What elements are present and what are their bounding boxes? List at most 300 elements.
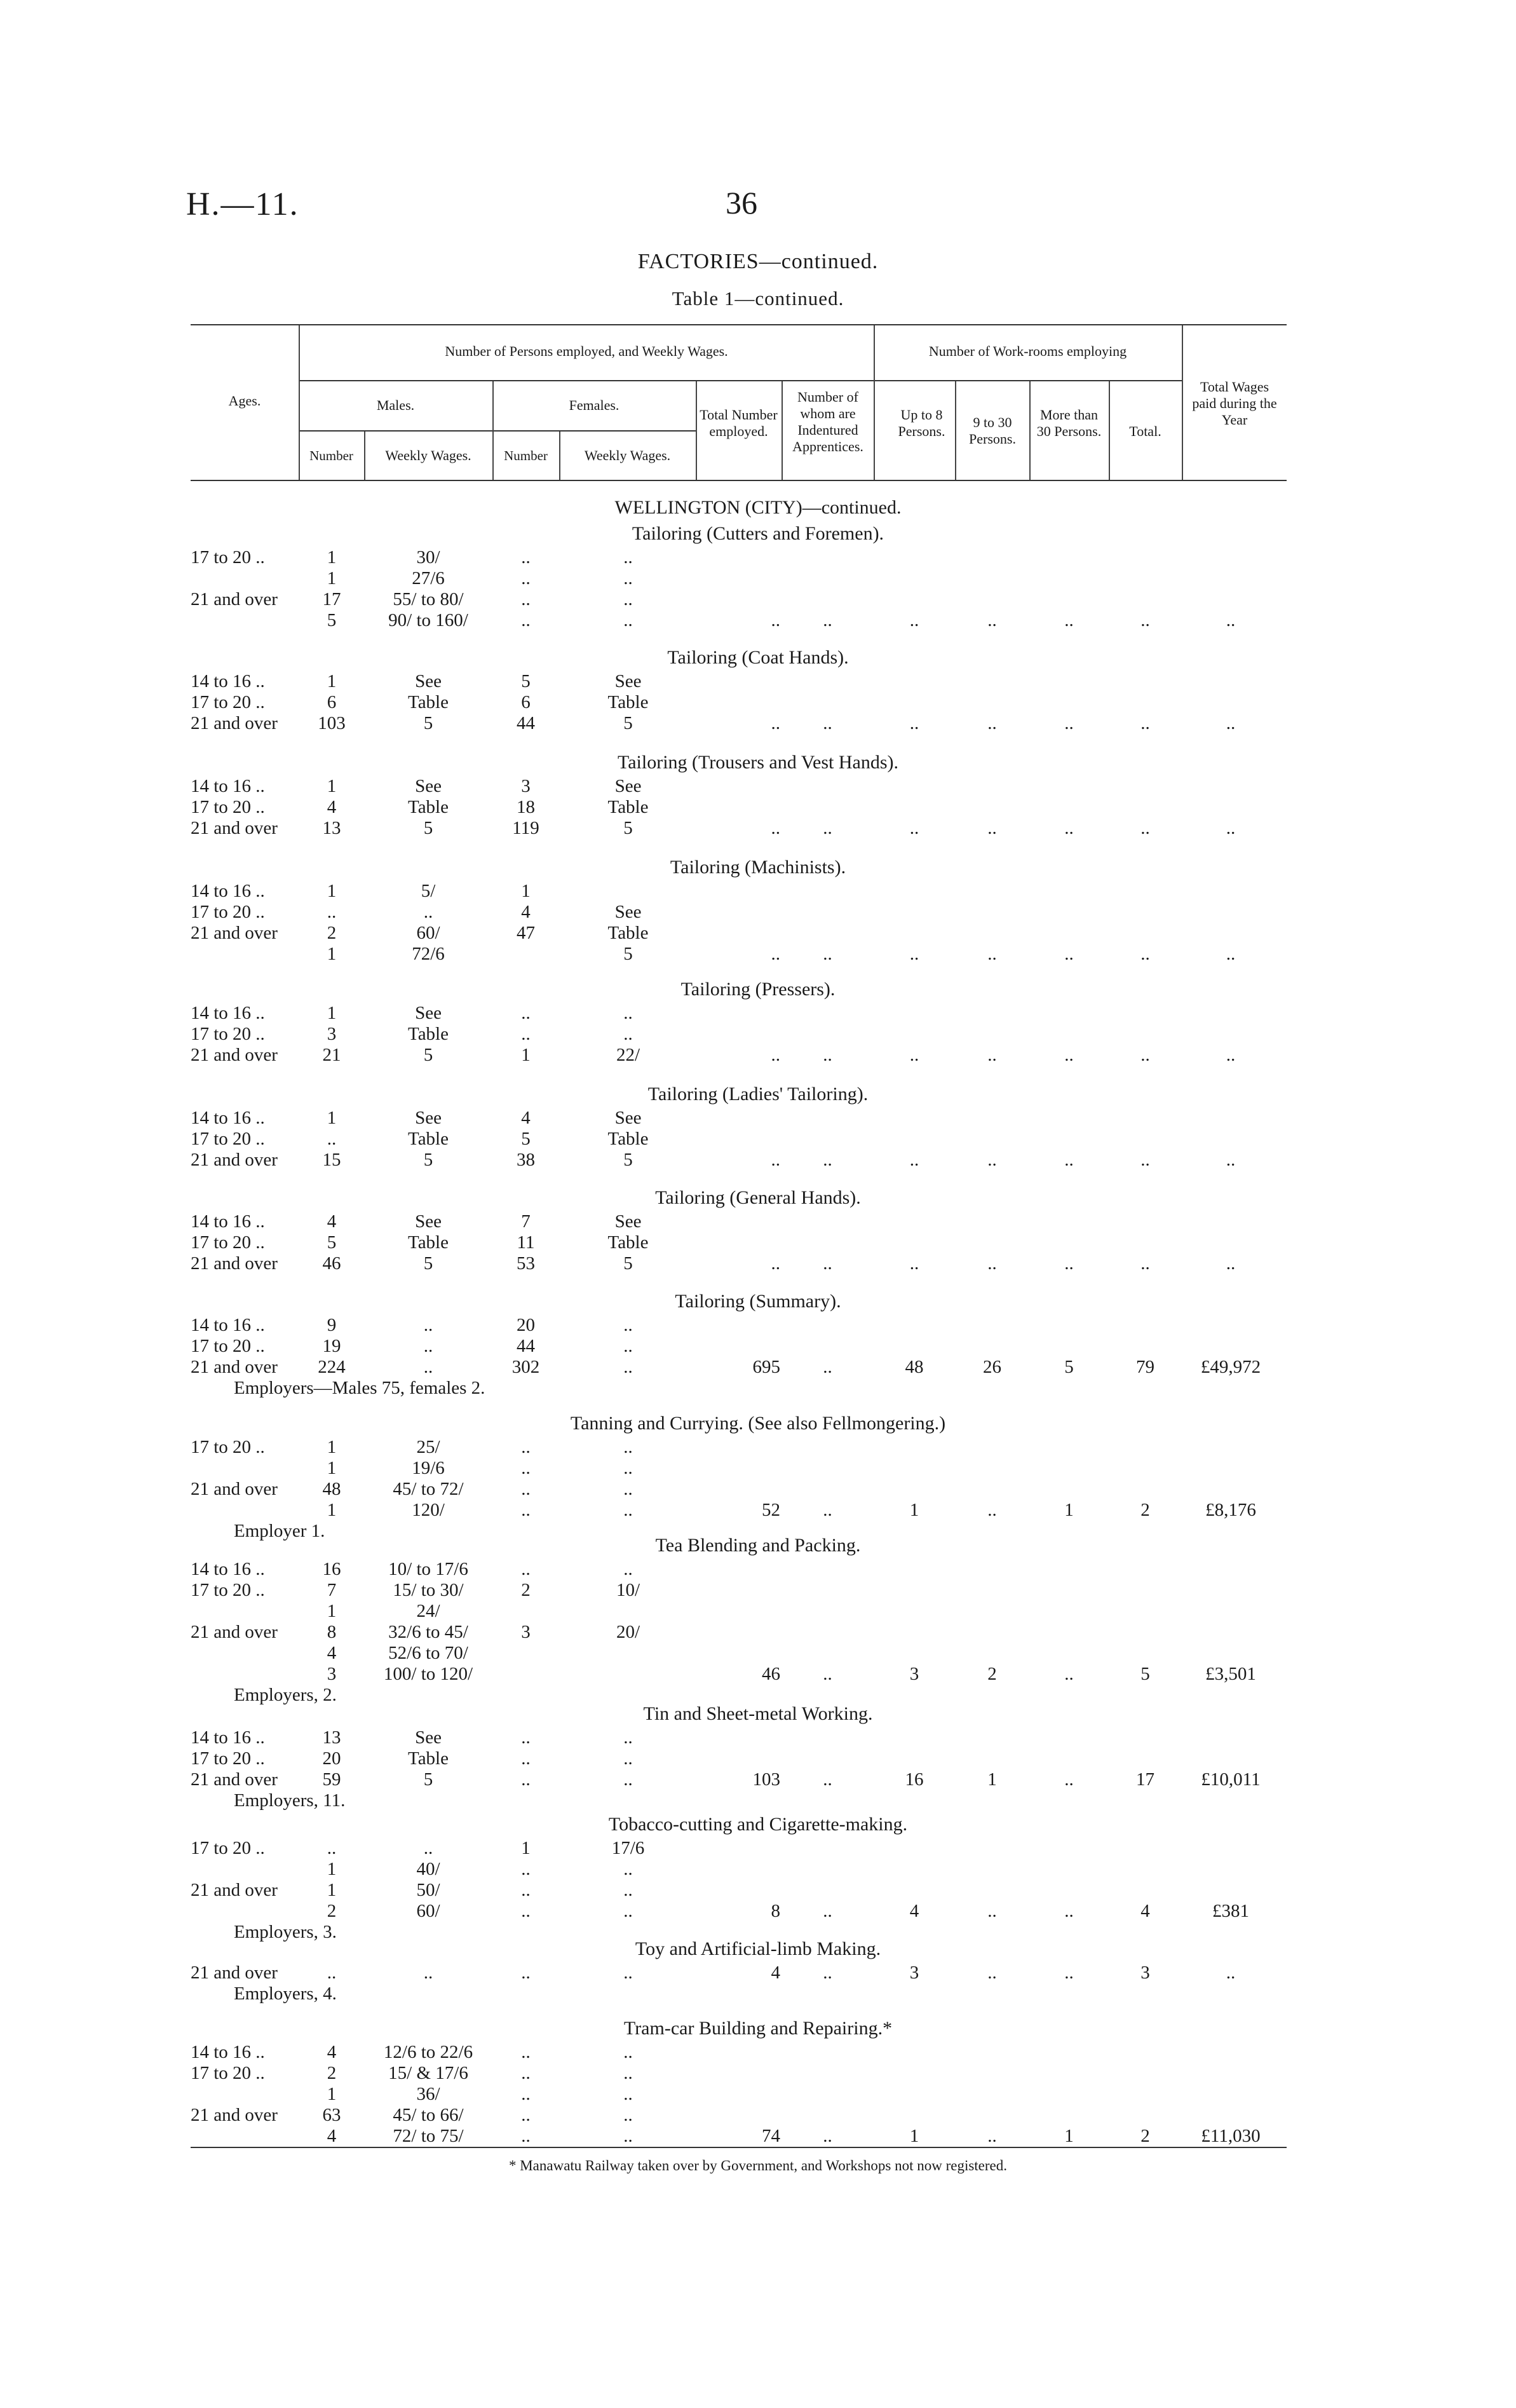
cell-col-11: .. [1226,818,1236,838]
table-row [0,1211,1516,1232]
cell-col-6: .. [823,818,832,838]
cell-col-7: 3 [909,1962,919,1983]
table-row [0,2063,1516,2083]
cell-col-7: 1 [909,1500,919,1520]
cell-col-1: 1 [327,547,337,568]
cell-col-2: 5 [423,1045,433,1065]
cell-col-5: .. [771,610,780,630]
cell-col-1: 3 [327,1664,337,1684]
cell-col-1: 1 [327,1859,337,1879]
col-header-more-than-30: More than 30 Persons. [1036,407,1102,439]
cell-col-3: .. [521,1769,531,1790]
col-divider [874,325,875,480]
cell-col-8: 26 [983,1357,1001,1377]
cell-col-3: 4 [521,1108,531,1128]
cell-col-3: .. [521,1962,531,1983]
cell-col-0: 17 to 20 .. [191,2063,265,2083]
cell-col-5: 52 [762,1500,780,1520]
col-divider [696,381,697,480]
table-row [0,1003,1516,1023]
cell-col-4: 5 [623,1150,633,1170]
col-header-9-to-30: 9 to 30 Persons. [969,414,1016,447]
cell-col-0: 14 to 16 .. [191,1559,265,1579]
cell-col-0: 17 to 20 .. [191,1748,265,1769]
cell-col-1: 2 [327,923,337,943]
table-row [0,2105,1516,2125]
cell-col-1: 4 [327,797,337,817]
cell-col-7: 3 [909,1664,919,1684]
cell-col-1: 1 [327,881,337,901]
cell-col-2: 15/ to 30/ [393,1580,464,1600]
cell-col-3: 7 [521,1211,531,1232]
cell-col-11: .. [1226,1253,1236,1274]
table-row [0,1045,1516,1065]
table-row [0,1500,1516,1520]
cell-col-4: 10/ [616,1580,640,1600]
cell-col-1: 63 [322,2105,341,2125]
cell-col-3: .. [521,1901,531,1921]
cell-col-2: 60/ [416,923,440,943]
cell-col-4: See [614,1211,642,1232]
cell-col-0: 21 and over [191,1045,278,1065]
table-row [0,1437,1516,1457]
col-header-total-wages: Total Wages paid during the Year [1192,379,1277,428]
cell-col-6: .. [823,1253,832,1274]
cell-col-4: .. [623,1003,633,1023]
cell-col-4: .. [623,1437,633,1457]
table-row [0,1748,1516,1769]
cell-col-1: 21 [322,1045,341,1065]
cell-col-9: .. [1064,1769,1074,1790]
cell-col-11: £8,176 [1205,1500,1256,1520]
cell-col-4: See [614,776,642,796]
cell-col-3: 20 [517,1315,535,1335]
cell-col-4: See [614,902,642,922]
cell-col-0: 14 to 16 .. [191,1727,265,1748]
cell-col-1: 1 [327,1500,337,1520]
cell-col-3: 11 [517,1232,535,1253]
cell-col-1: 8 [327,1622,337,1642]
table-row [0,1838,1516,1858]
cell-col-3: 1 [521,1045,531,1065]
cell-col-1: 5 [327,610,337,630]
cell-col-3: 47 [517,923,535,943]
cell-col-1: 1 [327,1108,337,1128]
cell-col-0: 14 to 16 .. [191,881,265,901]
cell-col-1: 224 [318,1357,346,1377]
cell-col-1: 1 [327,2084,337,2104]
cell-col-1: 4 [327,2042,337,2062]
table-row [0,1253,1516,1274]
cell-col-2: Table [408,1748,449,1769]
col-header-ages: Ages. [228,393,261,409]
cell-col-1: 1 [327,1458,337,1478]
col-header-total: Total. [1129,423,1161,439]
cell-col-0: 21 and over [191,1622,278,1642]
cell-col-2: Table [408,692,449,712]
cell-col-3: 3 [521,1622,531,1642]
cell-col-3: 2 [521,1580,531,1600]
section-title: Tobacco-cutting and Cigarette-making. [608,1814,908,1835]
cell-col-1: 2 [327,1901,337,1921]
cell-col-4: .. [623,1880,633,1900]
cell-col-9: 5 [1064,1357,1074,1377]
table-row [0,818,1516,838]
col-divider [782,381,783,480]
section-note: Employers, 4. [234,1983,337,2004]
cell-col-6: .. [823,944,832,964]
cell-col-5: .. [771,1150,780,1170]
cell-col-1: 17 [322,589,341,609]
col-header-male-number: Number [309,448,353,463]
cell-col-11: .. [1226,1045,1236,1065]
table-row [0,2084,1516,2104]
col-header-female-number: Number [504,448,548,463]
table-row [0,797,1516,817]
cell-col-3: 1 [521,881,531,901]
cell-col-3: .. [521,1003,531,1023]
cell-col-4: .. [623,568,633,588]
table-row [0,1108,1516,1128]
cell-col-10: .. [1140,713,1150,733]
table-row [0,881,1516,901]
table-row [0,692,1516,712]
cell-col-3: .. [521,2042,531,2062]
cell-col-4: .. [623,2042,633,2062]
cell-col-5: 46 [762,1664,780,1684]
cell-col-1: 13 [322,1727,341,1748]
table-row [0,1336,1516,1356]
col-header-male-wages: Weekly Wages. [385,447,471,463]
cell-col-7: 16 [905,1769,924,1790]
section-note: Employer 1. [234,1521,325,1541]
col-header-apprentices: Number of whom are Indentured Apprentices. [792,389,863,454]
cell-col-11: .. [1226,944,1236,964]
cell-col-3: .. [521,568,531,588]
table-row [0,713,1516,733]
cell-col-8: .. [987,2126,997,2146]
cell-col-3: 5 [521,671,531,691]
cell-col-9: .. [1064,1253,1074,1274]
cell-col-3: .. [521,1437,531,1457]
cell-col-3: .. [521,610,531,630]
cell-col-1: 5 [327,1232,337,1253]
cell-col-2: 52/6 to 70/ [388,1643,468,1663]
cell-col-4: .. [623,610,633,630]
cell-col-4: .. [623,1024,633,1044]
cell-col-11: £10,011 [1201,1769,1261,1790]
cell-col-7: 4 [909,1901,919,1921]
footer-rule [191,2147,1287,2148]
cell-col-10: .. [1140,610,1150,630]
cell-col-2: 45/ to 72/ [393,1479,464,1499]
cell-col-1: 1 [327,671,337,691]
cell-col-0: 17 to 20 .. [191,1336,265,1356]
section-title: Tailoring (Cutters and Foremen). [632,523,884,544]
cell-col-4: 5 [623,944,633,964]
cell-col-6: .. [823,1769,832,1790]
cell-col-4: .. [623,1357,633,1377]
cell-col-4: .. [623,2063,633,2083]
cell-col-0: 14 to 16 .. [191,1108,265,1128]
col-header-persons-group: Number of Persons employed, and Weekly Wages. [445,343,728,359]
cell-col-0: 14 to 16 .. [191,2042,265,2062]
cell-col-1: 20 [322,1748,341,1769]
cell-col-5: 103 [752,1769,780,1790]
cell-col-0: 17 to 20 .. [191,1129,265,1149]
workrooms-group-rule [874,380,1182,381]
cell-col-4: Table [607,692,649,712]
cell-col-9: .. [1064,818,1074,838]
cell-col-2: 55/ to 80/ [393,589,464,609]
table-row [0,1727,1516,1748]
cell-col-0: 17 to 20 .. [191,797,265,817]
cell-col-9: 1 [1064,1500,1074,1520]
cell-col-2: 90/ to 160/ [388,610,468,630]
table-row [0,589,1516,609]
cell-col-4: Table [607,1129,649,1149]
section-title: Tailoring (Trousers and Vest Hands). [617,752,899,773]
cell-col-10: .. [1140,1045,1150,1065]
cell-col-2: 25/ [416,1437,440,1457]
males-females-rule [299,430,696,432]
cell-col-1: 6 [327,692,337,712]
table-row [0,1479,1516,1499]
cell-col-3: 1 [521,1838,531,1858]
cell-col-1: .. [327,1962,337,1983]
cell-col-4: .. [623,1962,633,1983]
cell-col-0: 21 and over [191,1479,278,1499]
cell-col-2: 100/ to 120/ [383,1664,473,1684]
cell-col-1: 9 [327,1315,337,1335]
cell-col-9: .. [1064,1045,1074,1065]
table-row [0,1601,1516,1621]
cell-col-9: .. [1064,1962,1074,1983]
cell-col-2: See [415,1108,442,1128]
cell-col-9: .. [1064,1664,1074,1684]
cell-col-2: 5 [423,1253,433,1274]
cell-col-0: 17 to 20 .. [191,547,265,568]
cell-col-1: .. [327,902,337,922]
cell-col-4: .. [623,1727,633,1748]
cell-col-8: .. [987,1150,997,1170]
cell-col-2: 50/ [416,1880,440,1900]
cell-col-1: 1 [327,1880,337,1900]
cell-col-2: 15/ & 17/6 [388,2063,468,2083]
table-row [0,923,1516,943]
table-row [0,1962,1516,1983]
cell-col-3: .. [521,1024,531,1044]
cell-col-2: .. [423,902,433,922]
cell-col-0: 21 and over [191,1150,278,1170]
cell-col-3: 44 [517,1336,535,1356]
persons-group-rule [299,380,874,381]
cell-col-11: .. [1226,610,1236,630]
cell-col-4: .. [623,1336,633,1356]
cell-col-2: See [415,1727,442,1748]
cell-col-2: 32/6 to 45/ [388,1622,468,1642]
cell-col-2: 40/ [416,1859,440,1879]
cell-col-1: 1 [327,1437,337,1457]
cell-col-10: 5 [1140,1664,1150,1684]
cell-col-4: .. [623,1748,633,1769]
cell-col-2: .. [423,1838,433,1858]
cell-col-3: 44 [517,713,535,733]
table-row [0,671,1516,691]
table-row [0,1024,1516,1044]
cell-col-0: 21 and over [191,1769,278,1790]
region-title: WELLINGTON (CITY)—continued. [614,497,902,518]
cell-col-9: .. [1064,713,1074,733]
cell-col-8: .. [987,1045,997,1065]
cell-col-0: 21 and over [191,818,278,838]
cell-col-4: .. [623,1458,633,1478]
col-header-total-employed: Total Number employed. [700,407,778,439]
cell-col-3: 4 [521,902,531,922]
header-top-rule [191,324,1287,325]
cell-col-10: .. [1140,944,1150,964]
cell-col-7: 1 [909,2126,919,2146]
cell-col-0: 21 and over [191,923,278,943]
cell-col-4: 5 [623,1253,633,1274]
cell-col-8: .. [987,1500,997,1520]
cell-col-8: .. [987,1253,997,1274]
cell-col-3: 18 [517,797,535,817]
cell-col-9: .. [1064,610,1074,630]
cell-col-1: 15 [322,1150,341,1170]
cell-col-8: .. [987,713,997,733]
header-bottom-rule [191,480,1287,481]
cell-col-3: 119 [512,818,539,838]
cell-col-3: .. [521,1458,531,1478]
col-divider [1182,325,1183,480]
cell-col-1: 16 [322,1559,341,1579]
cell-col-2: 10/ to 17/6 [388,1559,468,1579]
cell-col-0: 17 to 20 .. [191,902,265,922]
cell-col-1: 3 [327,1024,337,1044]
cell-col-11: .. [1226,1962,1236,1983]
cell-col-0: 17 to 20 .. [191,1838,265,1858]
cell-col-10: 17 [1136,1769,1154,1790]
cell-col-6: .. [823,1901,832,1921]
table-row [0,1769,1516,1790]
cell-col-3: 302 [511,1357,540,1377]
cell-col-3: 38 [517,1150,535,1170]
cell-col-3: .. [521,2084,531,2104]
section-title: Tea Blending and Packing. [655,1535,861,1556]
cell-col-2: See [415,776,442,796]
cell-col-2: 12/6 to 22/6 [383,2042,473,2062]
table-row [0,1458,1516,1478]
cell-col-3: .. [521,1479,531,1499]
table-row [0,1664,1516,1684]
section-title: Tailoring (Pressers). [680,979,836,1000]
cell-col-8: .. [987,1901,997,1921]
cell-col-6: .. [823,1664,832,1684]
cell-col-1: 4 [327,1211,337,1232]
table-row [0,1901,1516,1921]
cell-col-7: .. [909,1045,919,1065]
cell-col-0: 17 to 20 .. [191,692,265,712]
cell-col-3: .. [521,1880,531,1900]
cell-col-4: Table [607,797,649,817]
cell-col-4: Table [607,1232,649,1253]
cell-col-8: 2 [987,1664,997,1684]
cell-col-5: .. [771,1045,780,1065]
cell-col-2: Table [408,797,449,817]
cell-col-7: 48 [905,1357,924,1377]
cell-col-1: 7 [327,1580,337,1600]
table-row [0,610,1516,630]
cell-col-2: 19/6 [412,1458,445,1478]
table-row [0,1859,1516,1879]
section-title: Tailoring (General Hands). [655,1187,861,1208]
cell-col-1: .. [327,1129,337,1149]
cell-col-11: .. [1226,1150,1236,1170]
cell-col-7: .. [909,610,919,630]
cell-col-2: Table [408,1232,449,1253]
page-number: 36 [726,185,757,221]
cell-col-11: £3,501 [1205,1664,1256,1684]
section-note: Employers, 2. [234,1685,337,1705]
cell-col-2: .. [423,1962,433,1983]
table-row [0,1150,1516,1170]
table-row [0,1232,1516,1253]
table-row [0,1622,1516,1642]
table-row [0,944,1516,964]
table-row [0,902,1516,922]
cell-col-3: .. [521,2063,531,2083]
cell-col-2: 72/ to 75/ [393,2126,464,2146]
cell-col-4: .. [623,1769,633,1790]
col-divider [1109,381,1110,480]
cell-col-0: 21 and over [191,713,278,733]
cell-col-2: 72/6 [412,944,445,964]
cell-col-2: 5/ [421,881,436,901]
cell-col-1: .. [327,1838,337,1858]
page-title: FACTORIES—continued. [637,250,879,273]
cell-col-2: 24/ [416,1601,440,1621]
cell-col-5: 695 [752,1357,780,1377]
section-title: Toy and Artificial-limb Making. [635,1938,881,1959]
cell-col-1: 1 [327,1601,337,1621]
cell-col-3: .. [521,1500,531,1520]
section-title: Tailoring (Coat Hands). [667,647,849,668]
col-header-female-wages: Weekly Wages. [584,447,671,463]
cell-col-2: See [415,671,442,691]
cell-col-2: .. [423,1357,433,1377]
cell-col-9: .. [1064,1150,1074,1170]
cell-col-2: 120/ [412,1500,445,1520]
cell-col-0: 17 to 20 .. [191,1580,265,1600]
cell-col-4: Table [607,923,649,943]
cell-col-4: 5 [623,713,633,733]
table-row [0,1129,1516,1149]
cell-col-1: 1 [327,944,337,964]
col-header-females: Females. [569,397,619,413]
cell-col-10: .. [1140,1150,1150,1170]
cell-col-7: .. [909,713,919,733]
cell-col-1: 2 [327,2063,337,2083]
table-row [0,1580,1516,1600]
cell-col-3: .. [521,547,531,568]
cell-col-3: .. [521,1727,531,1748]
cell-col-1: 1 [327,776,337,796]
col-divider [492,381,494,480]
cell-col-6: .. [823,713,832,733]
cell-col-4: See [614,671,642,691]
cell-col-5: .. [771,713,780,733]
